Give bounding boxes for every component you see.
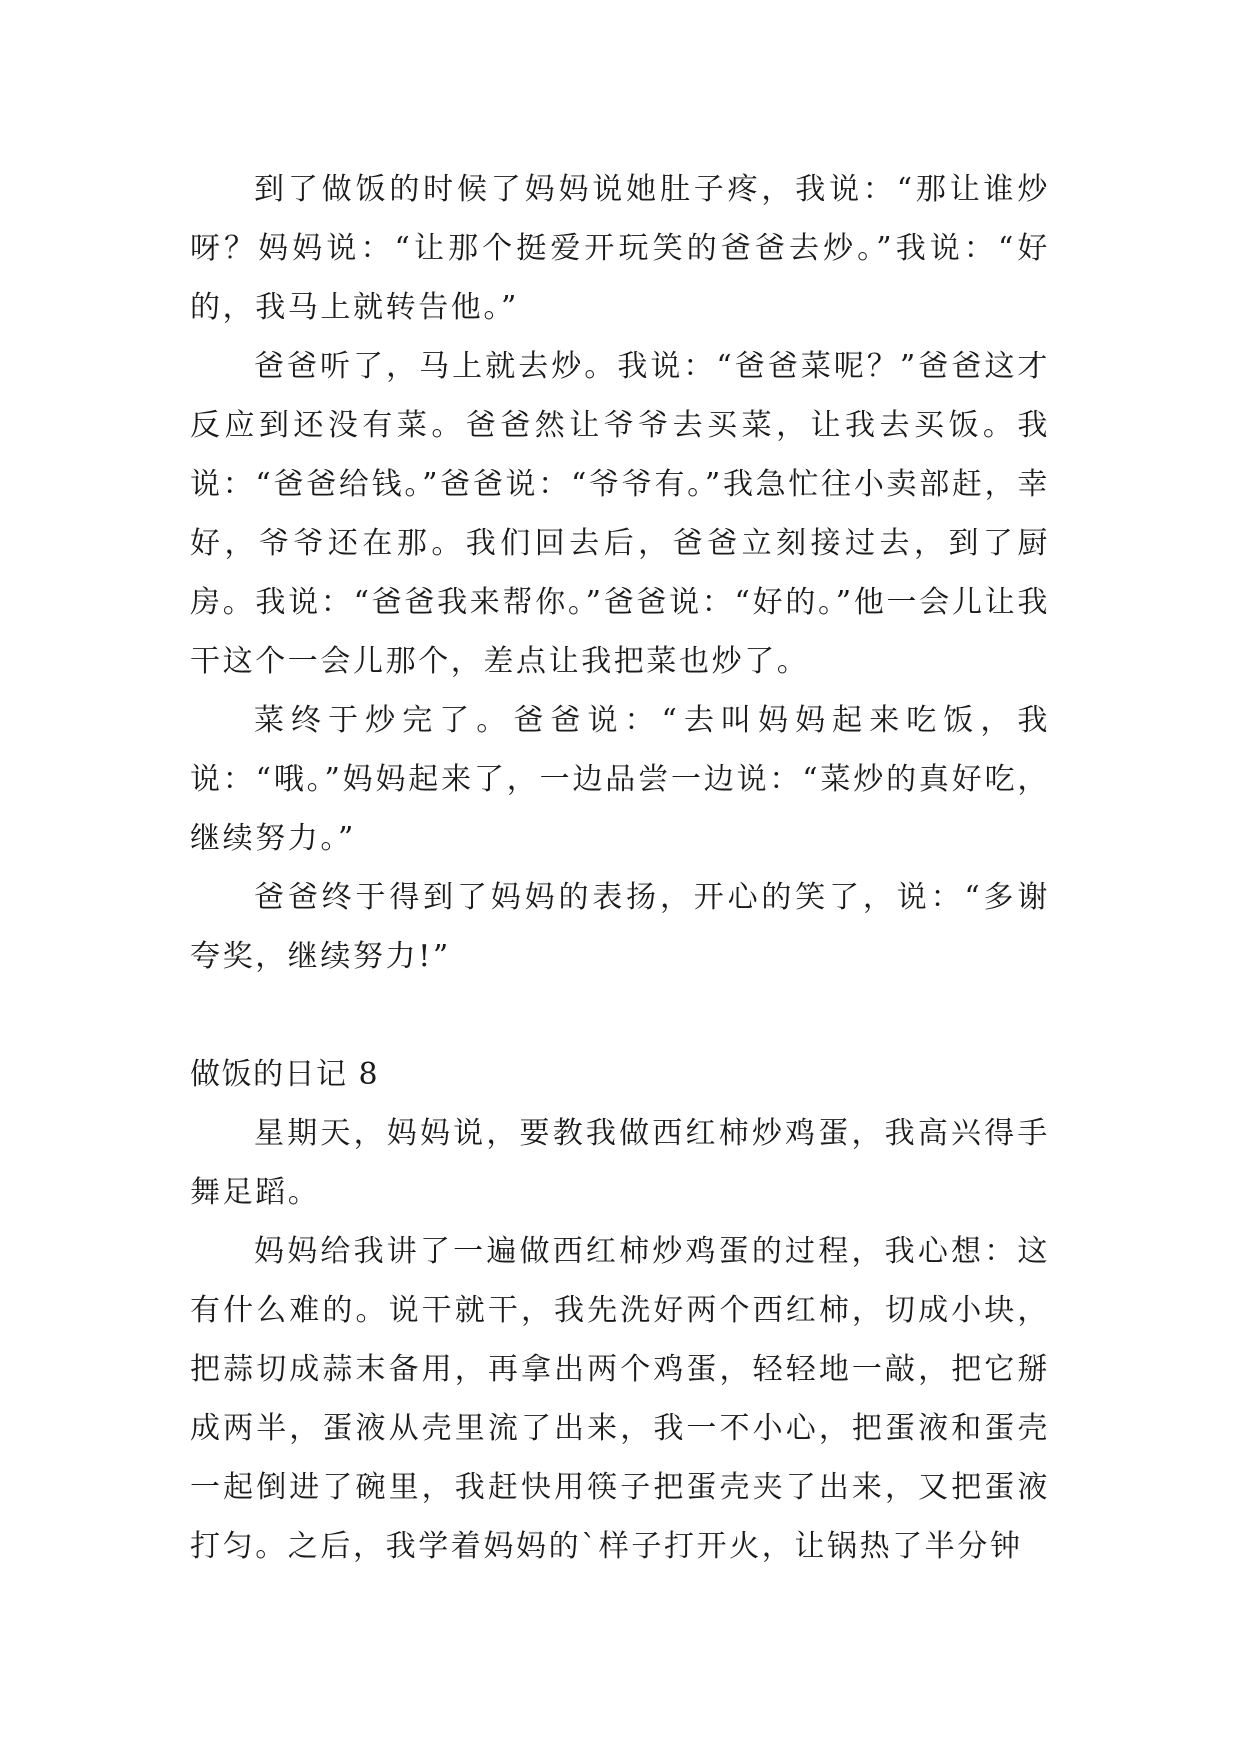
paragraph: 爸爸听了，马上就去炒。我说：“爸爸菜呢？”爸爸这才反应到还没有菜。爸爸然让爷爷去买菜，让我去买饭。我说：“爸爸给钱。”爸爸说：“爷爷有。”我急忙往小卖部赶，幸好，爷爷还在那。我们回去后，爸爸立刻接过去，到了厨房。我说：“爸爸我来帮你。”爸爸说：“好的。”他一会儿让我干这个一会儿那个，差点让我把菜也炒了。 xyxy=(190,349,1050,679)
paragraph: 爸爸终于得到了妈妈的表扬，开心的笑了，说：“多谢夸奖，继续努力!” xyxy=(190,880,1050,974)
section-title: 做饭的日记 8 xyxy=(190,1057,380,1092)
document-body xyxy=(190,160,1050,1576)
paragraph: 菜终于炒完了。爸爸说：“去叫妈妈起来吃饭，我说：“哦。”妈妈起来了，一边品尝一边说：“菜炒的真好吃，继续努力。” xyxy=(190,703,1050,856)
paragraph: 到了做饭的时候了妈妈说她肚子疼，我说：“那让谁炒呀？妈妈说：“让那个挺爱开玩笑的爸爸去炒。”我说：“好的，我马上就转告他。” xyxy=(190,172,1050,325)
paragraph: 妈妈给我讲了一遍做西红柿炒鸡蛋的过程，我心想：这有什么难的。说干就干，我先洗好两个西红柿，切成小块，把蒜切成蒜末备用，再拿出两个鸡蛋，轻轻地一敲，把它掰成两半，蛋液从壳里流了出来，我一不小心，把蛋液和蛋壳一起倒进了碗里，我赶快用筷子把蛋壳夹了出来，又把蛋液打匀。之后，我学着妈妈的`样子打开火，让锅热了半分钟 xyxy=(190,1234,1050,1564)
paragraph: 星期天，妈妈说，要教我做西红柿炒鸡蛋，我高兴得手舞足蹈。 xyxy=(190,1116,1050,1210)
